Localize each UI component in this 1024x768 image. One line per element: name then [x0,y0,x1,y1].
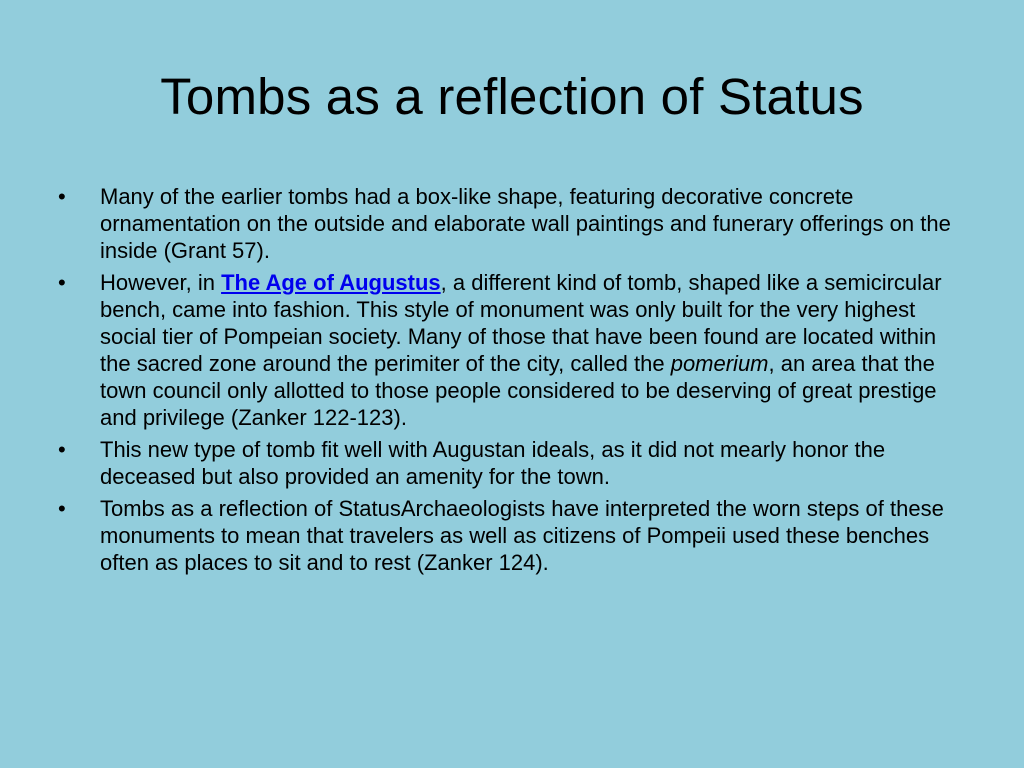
bullet-text-mid: , a different kind of tomb, shaped like a semicircular bench, came into fashion. This style of monument was only built for the very highest social tier of Pompeian society. Many of those that have been found are located within the sacred zone around the perimiter of the city, called the [100,270,942,376]
bullet-item-3 [58,436,958,490]
bullet-item-4 [58,495,958,576]
bullet-text: Tombs as a reflection of StatusArchaeologists have interpreted the worn steps of these monuments to mean that travelers as well as citizens of Pompeii used these benches often as places to sit and to rest (Zanker 124). [100,496,944,575]
bullet-item-1 [58,183,958,264]
bullet-text-post: , an area that the town council only allotted to those people considered to be deserving of great prestige and privilege (Zanker 122-123). [100,351,937,430]
bullet-text: Many of the earlier tombs had a box-like shape, featuring decorative concrete ornamentation on the outside and elaborate wall paintings and funerary offerings on the inside (Grant 57). [100,184,951,263]
bullet-text-pre: However, in [100,270,222,295]
bullet-text: This new type of tomb fit well with Augustan ideals, as it did not mearly honor the deceased but also provided an amenity for the town. [100,437,886,489]
slide-title: Tombs as a reflection of Status [160,68,864,125]
bullet-item-2 [58,269,958,431]
age-of-augustus-link[interactable]: The Age of Augustus [221,270,441,295]
bullet-icon: • [58,270,66,295]
bullet-icon: • [58,496,66,521]
pomerium-term: pomerium [670,351,769,376]
bullet-icon: • [58,184,66,209]
bullet-list [58,183,958,581]
bullet-icon: • [58,437,66,462]
